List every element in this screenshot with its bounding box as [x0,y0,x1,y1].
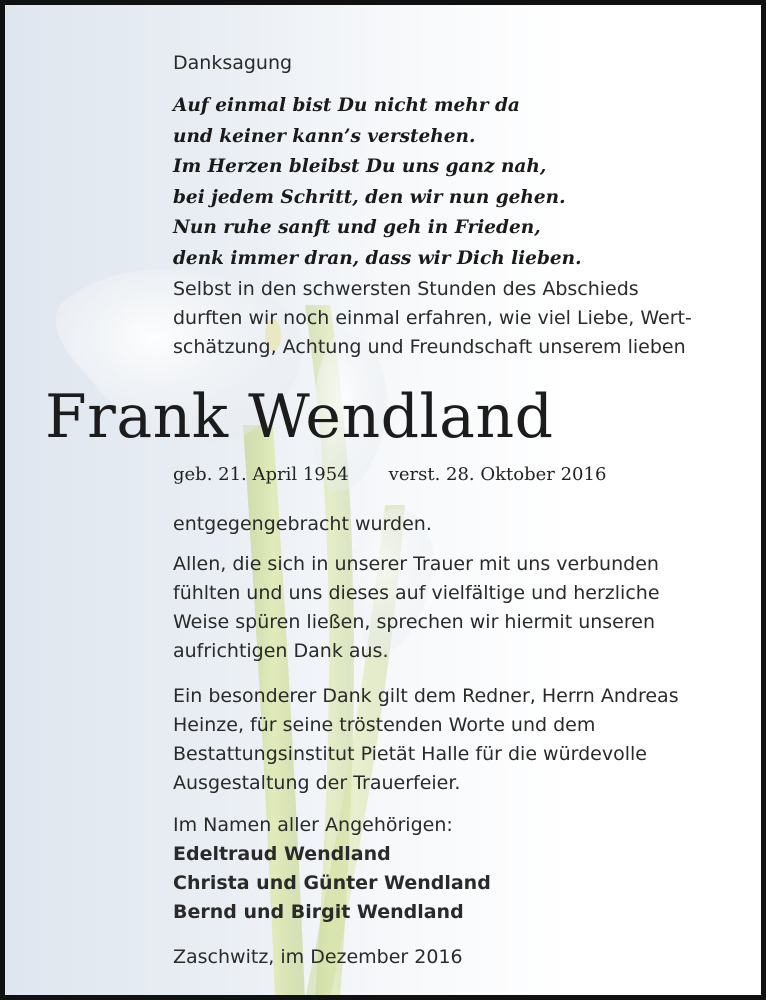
thanks-paragraph [173,550,741,666]
signers-list [173,840,741,927]
text-line: durften wir noch einmal erfahren, wie viel Liebe, Wert- [173,307,692,329]
signer-name: Christa und Günter Wendland [173,872,491,894]
place-date: Zaschwitz, im Dezember 2016 [173,946,463,968]
signer-name: Edeltraud Wendland [173,843,391,865]
special-thanks-paragraph [173,682,741,798]
text-line: Ein besonderer Dank gilt dem Redner, Herrn Andreas [173,685,679,707]
poem [173,91,741,274]
poem-line: Im Herzen bleibst Du uns ganz nah, [173,156,547,177]
birth-date: geb. 21. April 1954 [173,464,349,485]
text-line: fühlten und uns dieses auf vielfältige und herzliche [173,582,660,604]
text-line: Ausgestaltung der Trauerfeier. [173,772,461,794]
text-line: Selbst in den schwersten Stunden des Abschieds [173,278,639,300]
text-line: schätzung, Achtung und Freundschaft unserem lieben [173,336,686,358]
text-line: aufrichtigen Dank aus. [173,640,389,662]
text-line: Heinze, für seine tröstenden Worte und dem [173,714,596,736]
signature-intro: Im Namen aller Angehörigen: [173,814,453,836]
poem-line: denk immer dran, dass wir Dich lieben. [173,247,582,269]
poem-line: und keiner kann’s verstehen. [173,125,476,147]
deceased-name: Frank Wendland [45,382,554,452]
signer-name: Bernd und Birgit Wendland [173,901,464,923]
intro-paragraph [173,275,741,362]
poem-line: Auf einmal bist Du nicht mehr da [173,95,520,116]
life-dates [173,461,741,489]
received-text: entgegengebracht wurden. [173,513,432,535]
page-title: Danksagung [173,52,293,74]
death-date: verst. 28. Oktober 2016 [388,464,607,485]
text-line: Allen, die sich in unserer Trauer mit uns verbunden [173,553,659,575]
poem-line: bei jedem Schritt, den wir nun gehen. [173,186,566,208]
text-line: Bestattungsinstitut Pietät Halle für die würdevolle [173,743,647,765]
poem-line: Nun ruhe sanft und geh in Frieden, [173,217,541,238]
text-line: Weise spüren ließen, sprechen wir hiermit unseren [173,611,655,633]
